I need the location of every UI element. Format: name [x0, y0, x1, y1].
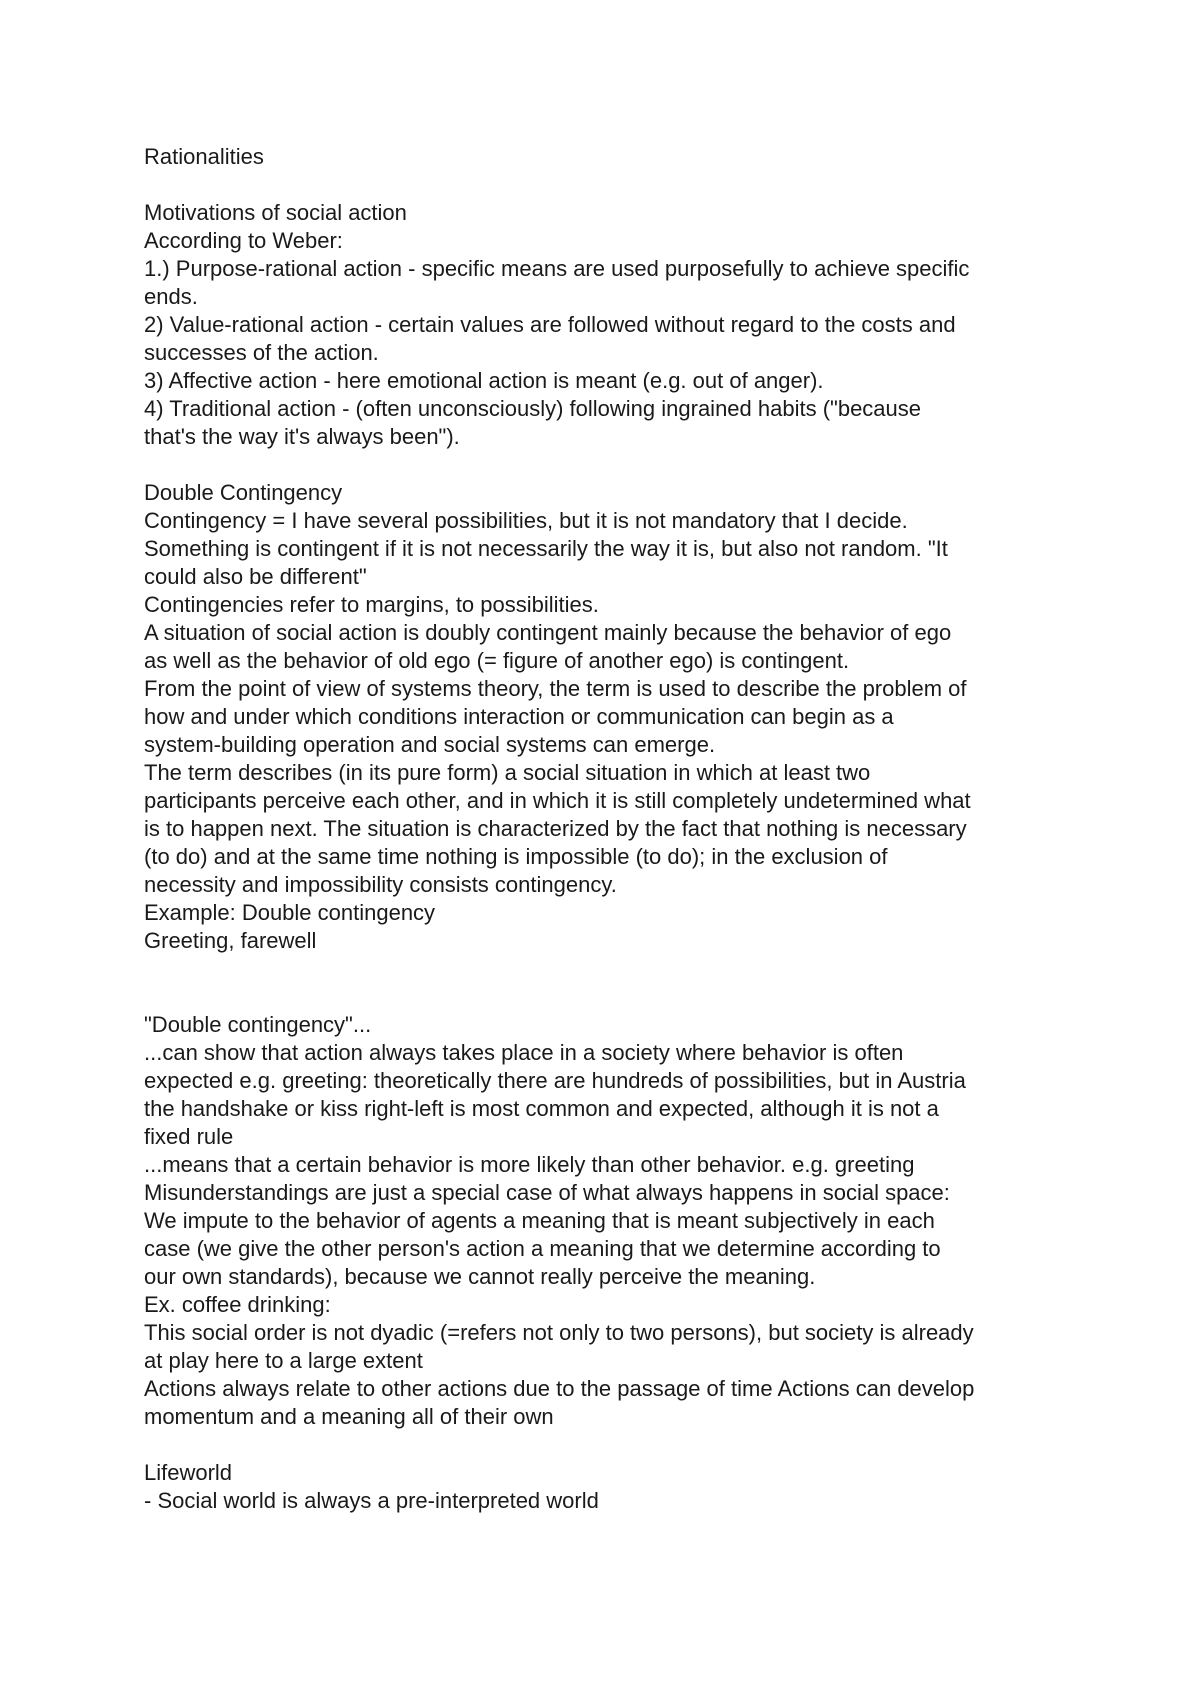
text-line: Actions always relate to other actions due to the passage of time Actions can develop — [144, 1376, 975, 1401]
spacer — [144, 1431, 1084, 1459]
text-line: participants perceive each other, and in which it is still completely undetermined what — [144, 788, 971, 813]
spacer — [144, 451, 1084, 479]
text-line: According to Weber: — [144, 228, 343, 253]
section-heading: Lifeworld — [144, 1460, 233, 1485]
section-heading: Double Contingency — [144, 480, 343, 505]
text-line: 4) Traditional action - (often unconsciously) following ingrained habits ("because — [144, 396, 922, 421]
text-line: system-building operation and social systems can emerge. — [144, 732, 716, 757]
text-line: as well as the behavior of old ego (= figure of another ego) is contingent. — [144, 648, 850, 673]
section-heading: Motivations of social action — [144, 200, 407, 225]
text-line: could also be different" — [144, 564, 367, 589]
text-line: Contingency = I have several possibilities, but it is not mandatory that I decide. — [144, 508, 908, 533]
text-line: The term describes (in its pure form) a social situation in which at least two — [144, 760, 871, 785]
text-line: 3) Affective action - here emotional action is meant (e.g. out of anger). — [144, 368, 824, 393]
document-body — [144, 143, 1084, 1515]
text-line: Contingencies refer to margins, to possibilities. — [144, 592, 599, 617]
text-line: how and under which conditions interaction or communication can begin as a — [144, 704, 894, 729]
section-motivations — [144, 199, 1084, 451]
spacer — [144, 171, 1084, 199]
text-line: ...means that a certain behavior is more likely than other behavior. e.g. greeting — [144, 1152, 915, 1177]
document-title: Rationalities — [144, 144, 264, 169]
section-heading: "Double contingency"... — [144, 1012, 372, 1037]
text-line: case (we give the other person's action a meaning that we determine according to — [144, 1236, 941, 1261]
text-line: necessity and impossibility consists contingency. — [144, 872, 617, 897]
text-line: is to happen next. The situation is characterized by the fact that nothing is necessary — [144, 816, 967, 841]
text-line: Something is contingent if it is not necessarily the way it is, but also not random. "It — [144, 536, 948, 561]
spacer — [144, 955, 1084, 1011]
text-line: A situation of social action is doubly contingent mainly because the behavior of ego — [144, 620, 952, 645]
text-line: ...can show that action always takes place in a society where behavior is often — [144, 1040, 904, 1065]
text-line: that's the way it's always been"). — [144, 424, 460, 449]
text-line: (to do) and at the same time nothing is impossible (to do); in the exclusion of — [144, 844, 888, 869]
text-line: Ex. coffee drinking: — [144, 1292, 331, 1317]
text-line: the handshake or kiss right-left is most common and expected, although it is not a — [144, 1096, 939, 1121]
text-line: Example: Double contingency — [144, 900, 436, 925]
text-line: our own standards), because we cannot really perceive the meaning. — [144, 1264, 816, 1289]
text-line: - Social world is always a pre-interpreted world — [144, 1488, 599, 1513]
text-line: successes of the action. — [144, 340, 379, 365]
text-line: This social order is not dyadic (=refers not only to two persons), but society is already — [144, 1320, 974, 1345]
section-lifeworld — [144, 1459, 1084, 1515]
text-line: 1.) Purpose-rational action - specific means are used purposefully to achieve specific — [144, 256, 970, 281]
section-double-contingency — [144, 479, 1084, 955]
text-line: momentum and a meaning all of their own — [144, 1404, 554, 1429]
text-line: We impute to the behavior of agents a meaning that is meant subjectively in each — [144, 1208, 935, 1233]
text-line: Greeting, farewell — [144, 928, 317, 953]
text-line: ends. — [144, 284, 198, 309]
section-double-contingency-quote — [144, 1011, 1084, 1431]
text-line: expected e.g. greeting: theoretically there are hundreds of possibilities, but in Austria — [144, 1068, 966, 1093]
text-line: 2) Value-rational action - certain values are followed without regard to the costs and — [144, 312, 956, 337]
text-line: Misunderstandings are just a special case of what always happens in social space: — [144, 1180, 950, 1205]
text-line: From the point of view of systems theory, the term is used to describe the problem of — [144, 676, 967, 701]
text-line: fixed rule — [144, 1124, 234, 1149]
text-line: at play here to a large extent — [144, 1348, 423, 1373]
